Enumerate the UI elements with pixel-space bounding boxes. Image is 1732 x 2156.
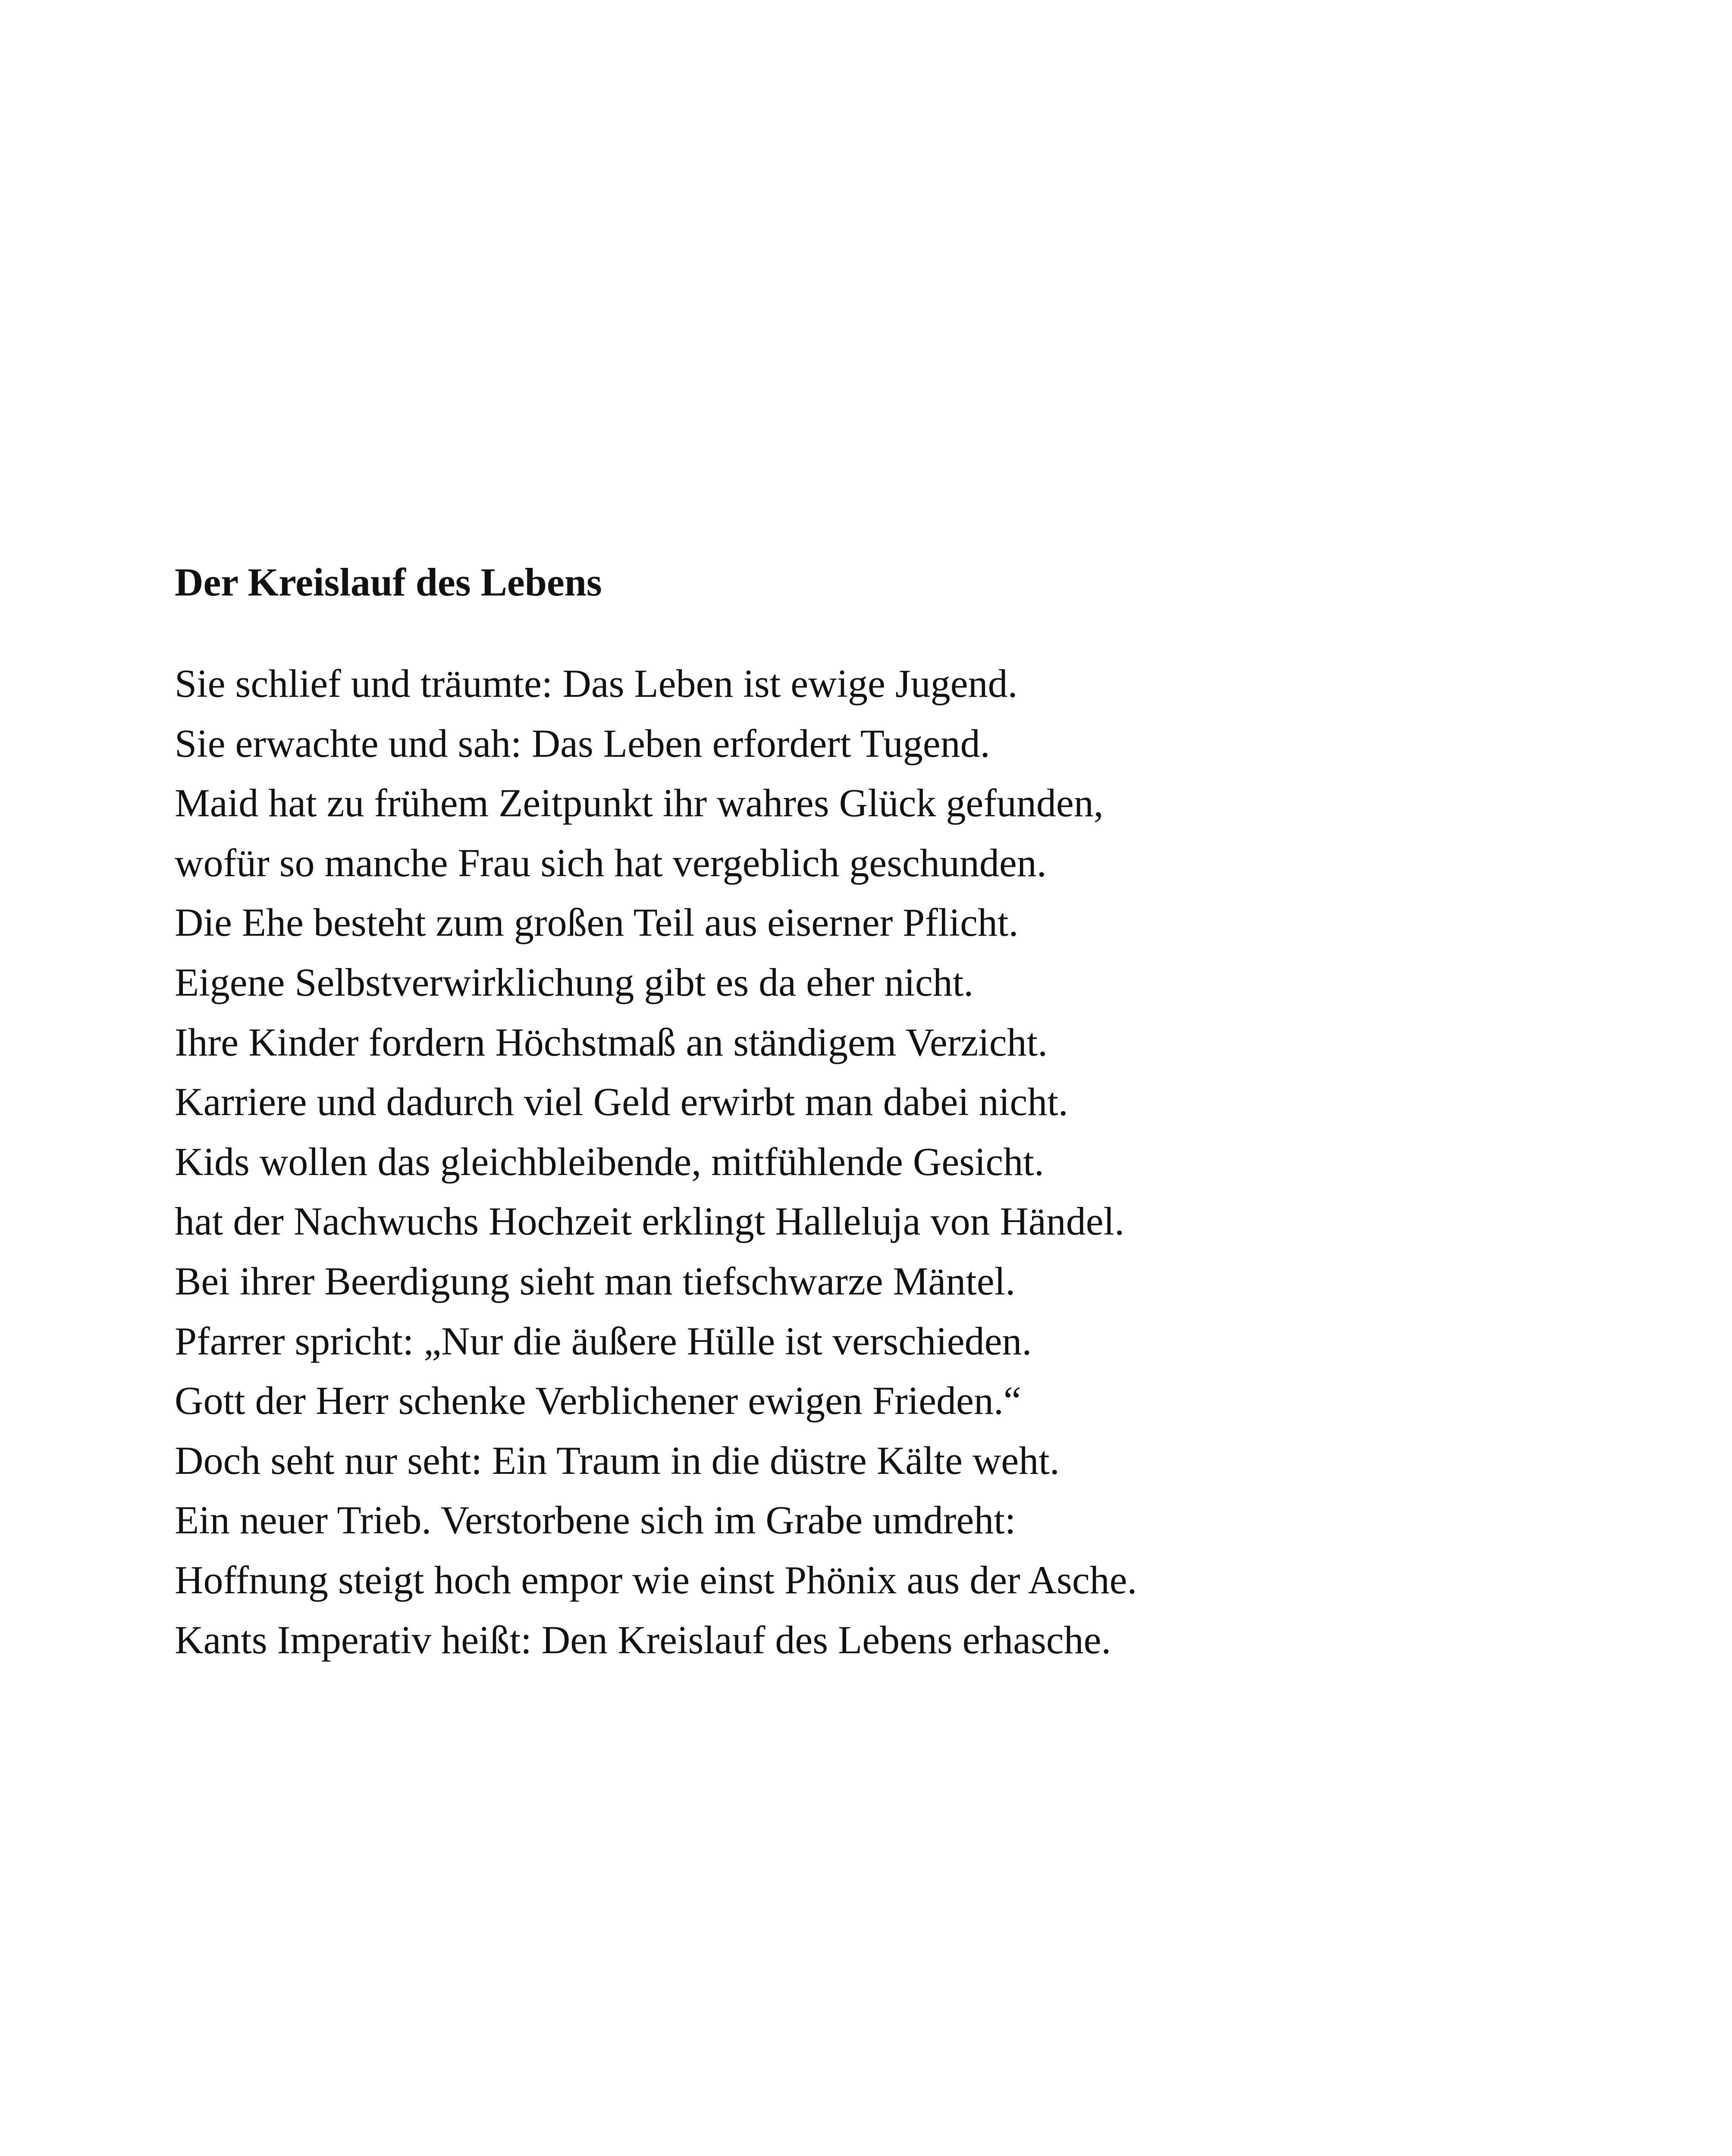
poem-line: Die Ehe besteht zum großen Teil aus eiserner Pflicht. [175, 900, 1019, 945]
poem-line: Pfarrer spricht: „Nur die äußere Hülle ist verschieden. [175, 1319, 1032, 1363]
poem-line: Ihre Kinder fordern Höchstmaß an ständigem Verzicht. [175, 1020, 1048, 1064]
poem-title: Der Kreislauf des Lebens [175, 560, 602, 604]
poem-line: Kants Imperativ heißt: Den Kreislauf des Lebens erhasche. [175, 1617, 1111, 1662]
poem-line: Ein neuer Trieb. Verstorbene sich im Grabe umdreht: [175, 1498, 1016, 1542]
poem-line: wofür so manche Frau sich hat vergeblich geschunden. [175, 840, 1047, 885]
poem-line: Gott der Herr schenke Verblichener ewigen Frieden.“ [175, 1379, 1021, 1423]
poem-line: Maid hat zu frühem Zeitpunkt ihr wahres Glück gefunden, [175, 781, 1104, 825]
poem-line: Bei ihrer Beerdigung sieht man tiefschwarze Mäntel. [175, 1259, 1016, 1303]
poem-line: Sie schlief und träumte: Das Leben ist ewige Jugend. [175, 661, 1018, 705]
poem-body [175, 654, 1137, 1670]
poem-line: Karriere und dadurch viel Geld erwirbt man dabei nicht. [175, 1080, 1068, 1124]
poem-line: Sie erwachte und sah: Das Leben erfordert Tugend. [175, 721, 990, 765]
poem-line: Kids wollen das gleichbleibende, mitfühlende Gesicht. [175, 1139, 1044, 1184]
poem-line: Doch seht nur seht: Ein Traum in die düstre Kälte weht. [175, 1438, 1060, 1482]
poem-line: hat der Nachwuchs Hochzeit erklingt Halleluja von Händel. [175, 1199, 1125, 1244]
poem-line: Eigene Selbstverwirklichung gibt es da eher nicht. [175, 960, 974, 1004]
poem-line: Hoffnung steigt hoch empor wie einst Phönix aus der Asche. [175, 1557, 1137, 1602]
